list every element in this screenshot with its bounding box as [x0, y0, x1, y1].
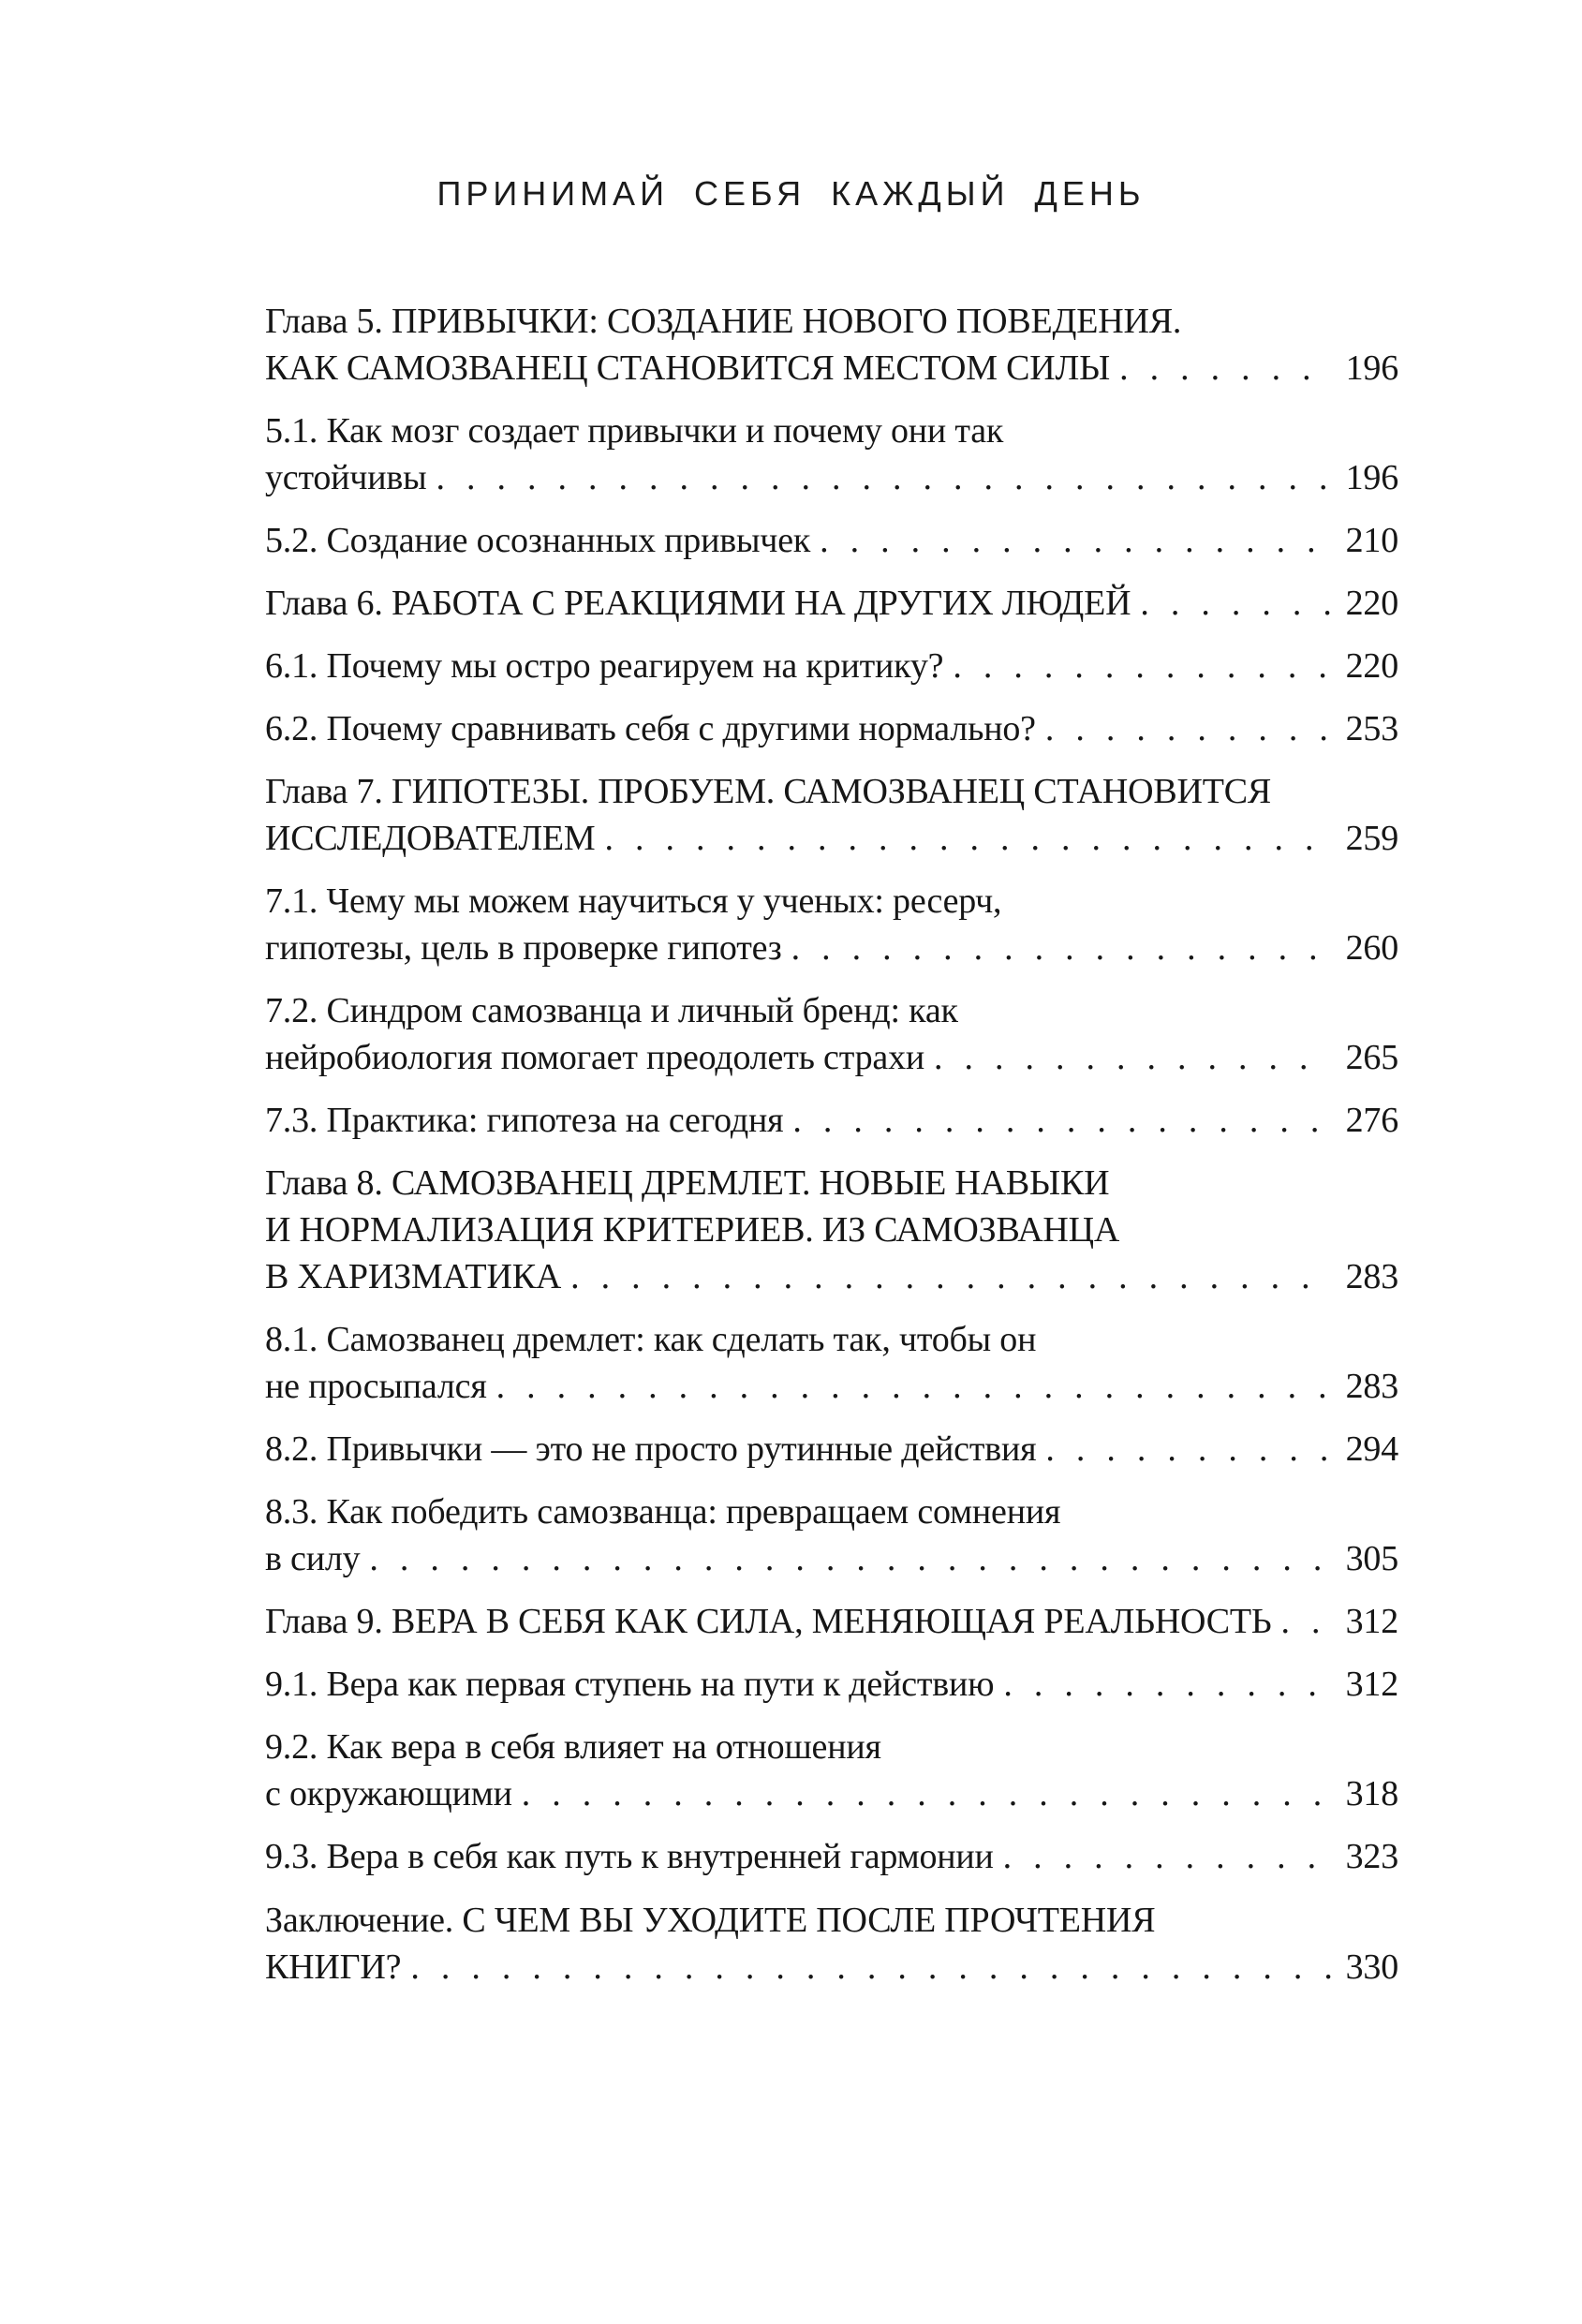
- toc-entry-line: 7.1. Чему мы можем научиться у ученых: ресерч,: [265, 881, 1002, 921]
- page-number: 220: [1345, 584, 1398, 623]
- toc-entry: [265, 878, 1398, 971]
- toc-entry: [265, 1488, 1398, 1582]
- toc-entry-text: устойчивы: [265, 458, 427, 497]
- toc-entry-text: В ХАРИЗМАТИКА: [265, 1257, 562, 1296]
- toc-entry-line: 8.3. Как победить самозванца: превращаем сомнения: [265, 1492, 1061, 1532]
- toc-entry: [265, 987, 1398, 1081]
- toc-entry: [265, 1160, 1398, 1300]
- page-number: 265: [1345, 1038, 1398, 1077]
- toc-entry-text: в силу: [265, 1539, 361, 1578]
- dot-leader: [369, 1535, 1330, 1582]
- toc-entry: [265, 298, 1398, 392]
- page-number: 196: [1345, 348, 1398, 388]
- toc-entry-line: 7.2. Синдром самозванца и личный бренд: как: [265, 991, 958, 1030]
- dot-leader: [1045, 705, 1331, 752]
- toc-entry-lastline: [265, 1535, 1398, 1582]
- page-number: 283: [1345, 1367, 1398, 1406]
- page-number: 312: [1345, 1602, 1398, 1641]
- toc-entry-line: Заключение. С ЧЕМ ВЫ УХОДИТЕ ПОСЛЕ ПРОЧТЕНИЯ: [265, 1901, 1156, 1940]
- toc-entry-line: Глава 8. САМОЗВАНЕЦ ДРЕМЛЕТ. НОВЫЕ НАВЫКИ: [265, 1163, 1110, 1203]
- toc-entry-text: Глава 9. ВЕРА В СЕБЯ КАК СИЛА, МЕНЯЮЩАЯ РЕАЛЬНОСТЬ: [265, 1602, 1272, 1641]
- dot-leader: [605, 815, 1331, 862]
- toc-entry-lastline: [265, 1253, 1398, 1300]
- dot-leader: [522, 1770, 1331, 1817]
- toc-entry-line: Глава 7. ГИПОТЕЗЫ. ПРОБУЕМ. САМОЗВАНЕЦ СТАНОВИТСЯ: [265, 772, 1272, 811]
- page-number: 323: [1345, 1837, 1398, 1876]
- page-number: 330: [1345, 1947, 1398, 1987]
- toc-entry-text: ИССЛЕДОВАТЕЛЕМ: [265, 819, 596, 858]
- dot-leader: [953, 643, 1330, 689]
- page-number: 294: [1345, 1429, 1398, 1469]
- toc-entry-line: 8.1. Самозванец дремлет: как сделать так, чтобы он: [265, 1320, 1037, 1359]
- toc-entry-text: 7.3. Практика: гипотеза на сегодня: [265, 1101, 784, 1140]
- dot-leader: [1045, 1426, 1330, 1473]
- page-number: 305: [1345, 1539, 1398, 1578]
- toc-entry-lastline: [265, 1363, 1398, 1410]
- page-number: 259: [1345, 819, 1398, 858]
- dot-leader: [570, 1253, 1331, 1300]
- page-number: 283: [1345, 1257, 1398, 1296]
- toc-entry-line: И НОРМАЛИЗАЦИЯ КРИТЕРИЕВ. ИЗ САМОЗВАНЦА: [265, 1210, 1120, 1250]
- toc-entry: [265, 1661, 1398, 1708]
- toc-entry-line: Глава 5. ПРИВЫЧКИ: СОЗДАНИЕ НОВОГО ПОВЕДЕНИЯ.: [265, 302, 1182, 341]
- toc-entry-text: с окружающими: [265, 1774, 512, 1813]
- toc-entry-lastline: [265, 1034, 1398, 1081]
- table-of-contents: [265, 298, 1398, 2006]
- toc-entry: [265, 643, 1398, 689]
- page-number: 253: [1345, 709, 1398, 748]
- toc-entry-lastline: [265, 1598, 1398, 1645]
- toc-entry-text: не просыпался: [265, 1367, 487, 1406]
- toc-entry-lastline: [265, 454, 1398, 501]
- toc-entry-lastline: [265, 1661, 1398, 1708]
- dot-leader: [496, 1363, 1331, 1410]
- dot-leader: [934, 1034, 1331, 1081]
- toc-entry-line: 9.2. Как вера в себя влияет на отношения: [265, 1727, 881, 1767]
- toc-entry-text: КНИГИ?: [265, 1947, 402, 1987]
- toc-entry: [265, 768, 1398, 862]
- dot-leader: [1140, 580, 1330, 627]
- dot-leader: [436, 454, 1330, 501]
- toc-entry-text: нейробиология помогает преодолеть страхи: [265, 1038, 924, 1077]
- toc-entry-lastline: [265, 925, 1398, 971]
- toc-entry: [265, 1897, 1398, 1991]
- toc-entry: [265, 517, 1398, 564]
- toc-entry-text: 6.2. Почему сравнивать себя с другими нормально?: [265, 709, 1036, 748]
- dot-leader: [410, 1944, 1330, 1991]
- dot-leader: [1119, 345, 1331, 392]
- toc-entry-text: 6.1. Почему мы остро реагируем на критику?: [265, 646, 944, 686]
- toc-entry-text: гипотезы, цель в проверке гипотез: [265, 928, 782, 968]
- page-number: 220: [1345, 646, 1398, 686]
- toc-entry-lastline: [265, 1426, 1398, 1473]
- toc-entry: [265, 1097, 1398, 1144]
- page-number: 318: [1345, 1774, 1398, 1813]
- toc-entry-lastline: [265, 517, 1398, 564]
- page-number: 276: [1345, 1101, 1398, 1140]
- toc-entry: [265, 407, 1398, 501]
- toc-entry: [265, 1426, 1398, 1473]
- running-head-book-title: ПРИНИМАЙ СЕБЯ КАЖДЫЙ ДЕНЬ: [436, 174, 1146, 213]
- toc-entry-lastline: [265, 1944, 1398, 1991]
- toc-entry-lastline: [265, 1097, 1398, 1144]
- toc-entry-lastline: [265, 1770, 1398, 1817]
- toc-entry-text: 5.2. Создание осознанных привычек: [265, 521, 811, 560]
- toc-entry: [265, 1724, 1398, 1817]
- toc-entry-text: 9.3. Вера в себя как путь к внутренней гармонии: [265, 1837, 994, 1876]
- dot-leader: [1281, 1598, 1331, 1645]
- dot-leader: [820, 517, 1330, 564]
- toc-entry-line: 5.1. Как мозг создает привычки и почему они так: [265, 411, 1004, 451]
- dot-leader: [792, 1097, 1330, 1144]
- toc-entry: [265, 1833, 1398, 1880]
- toc-entry-text: Глава 6. РАБОТА С РЕАКЦИЯМИ НА ДРУГИХ ЛЮДЕЙ: [265, 584, 1131, 623]
- toc-entry-lastline: [265, 643, 1398, 689]
- dot-leader: [1003, 1833, 1331, 1880]
- toc-entry-lastline: [265, 345, 1398, 392]
- toc-entry-text: 8.2. Привычки — это не просто рутинные действия: [265, 1429, 1037, 1469]
- toc-entry: [265, 705, 1398, 752]
- toc-entry: [265, 580, 1398, 627]
- toc-entry-lastline: [265, 580, 1398, 627]
- page-number: 260: [1345, 928, 1398, 968]
- toc-entry-lastline: [265, 1833, 1398, 1880]
- dot-leader: [1003, 1661, 1330, 1708]
- toc-entry-lastline: [265, 705, 1398, 752]
- toc-entry-text: КАК САМОЗВАНЕЦ СТАНОВИТСЯ МЕСТОМ СИЛЫ: [265, 348, 1111, 388]
- toc-entry-lastline: [265, 815, 1398, 862]
- page-number: 210: [1345, 521, 1398, 560]
- toc-entry: [265, 1598, 1398, 1645]
- page-number: 312: [1345, 1665, 1398, 1704]
- toc-entry-text: 9.1. Вера как первая ступень на пути к действию: [265, 1665, 995, 1704]
- dot-leader: [791, 925, 1331, 971]
- page-number: 196: [1345, 458, 1398, 497]
- toc-entry: [265, 1316, 1398, 1410]
